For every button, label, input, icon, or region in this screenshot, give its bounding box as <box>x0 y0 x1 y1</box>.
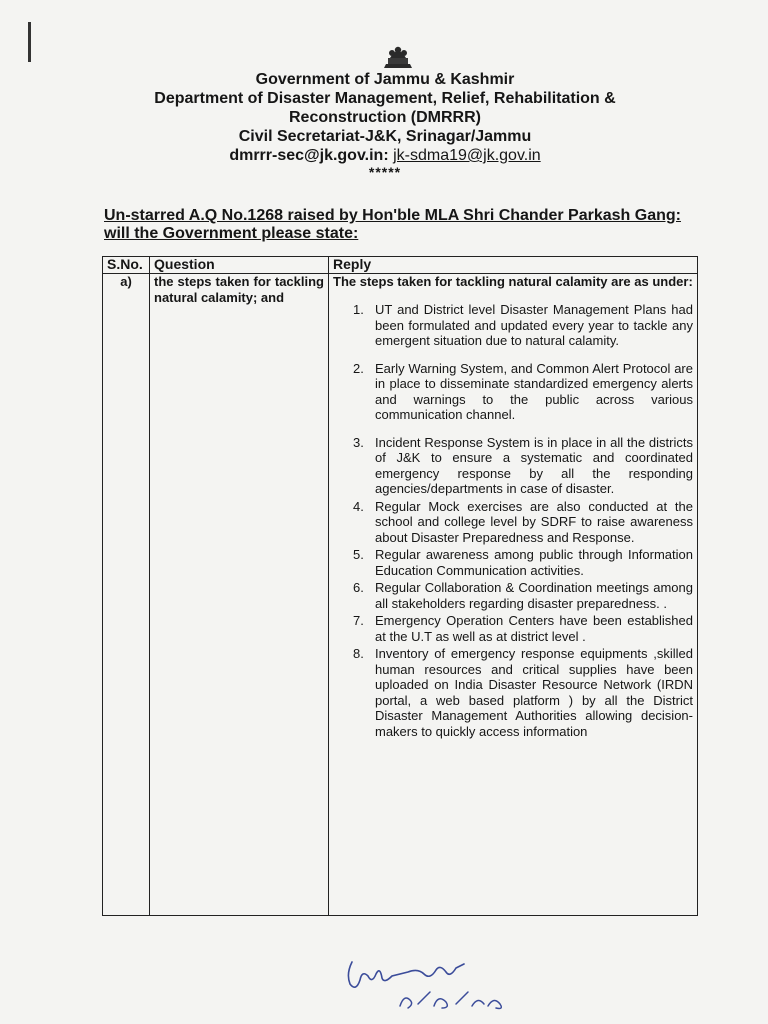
department-abbrev: Reconstruction (DMRRR) <box>289 109 481 126</box>
state-emblem-icon <box>376 44 420 70</box>
reply-item-text: Early Warning System, and Common Alert Protocol are in place to disseminate standardized emergency alerts and warnings to the public across various communication channel. <box>375 360 693 422</box>
reply-item <box>375 361 693 423</box>
margin-mark <box>28 22 31 62</box>
govt-name: Government of Jammu & Kashmir <box>255 71 515 88</box>
reply-item-text: Regular Collaboration & Coordination meetings among all stakeholders regarding disaster preparedness. . <box>375 580 693 611</box>
office-address: Civil Secretariat-J&K, Srinagar/Jammu <box>238 128 532 145</box>
reply-item-text: Incident Response System is in place in all the districts of J&K to ensure a systematic and coordinated emergency response by all the responding agencies/departments in case of disaster. <box>375 434 693 496</box>
reply-item <box>375 646 693 739</box>
row-reply <box>329 274 698 916</box>
reply-item <box>375 435 693 497</box>
reply-item <box>375 613 693 644</box>
email-primary: dmrrr-sec@jk.gov.in: <box>229 147 389 164</box>
handwritten-signature <box>338 954 518 1014</box>
header-question: Question <box>150 257 329 274</box>
reply-item <box>375 499 693 546</box>
reply-intro: The steps taken for tackling natural calamity are as under: <box>333 274 693 289</box>
letterhead <box>90 70 680 179</box>
department-name: Department of Disaster Management, Relief, Rehabilitation & <box>154 90 616 107</box>
reply-item-text: Emergency Operation Centers have been established at the U.T as well as at district level . <box>375 613 693 644</box>
table-row <box>103 274 698 916</box>
reply-item-text: UT and District level Disaster Management Plans had been formulated and updated every year to tackle any emergent situation due to natural calamity. <box>375 302 693 348</box>
reply-item <box>375 302 693 349</box>
reply-item <box>375 580 693 611</box>
reply-item-text: Inventory of emergency response equipments ,skilled human resources and critical supplies have been uploaded on India Disaster Resource Network (IRDN portal, a web based platform ) by all the District Disaster Management Authorities allowing decision-makers to quickly access information <box>375 646 693 739</box>
reply-list <box>333 302 693 739</box>
table-header-row <box>103 257 698 274</box>
row-sno: a) <box>103 274 150 916</box>
reply-item-text: Regular awareness among public through Information Education Communication activities. <box>375 547 693 578</box>
row-question: the steps taken for tackling natural calamity; and <box>150 274 329 916</box>
reply-item <box>375 547 693 578</box>
email-secondary-link[interactable]: jk-sdma19@jk.gov.in <box>393 147 541 164</box>
header-reply: Reply <box>329 257 698 274</box>
reply-item-text: Regular Mock exercises are also conducted at the school and college level by SDRF to raise awareness about Disaster Preparedness and Response. <box>375 498 693 545</box>
assembly-question-title: Un-starred A.Q No.1268 raised by Hon'ble MLA Shri Chander Parkash Gang: will the Government please state: <box>104 207 681 242</box>
separator-stars: ***** <box>368 164 402 180</box>
question-reply-table <box>102 256 698 916</box>
header-sno: S.No. <box>103 257 150 274</box>
email-line <box>90 146 680 165</box>
